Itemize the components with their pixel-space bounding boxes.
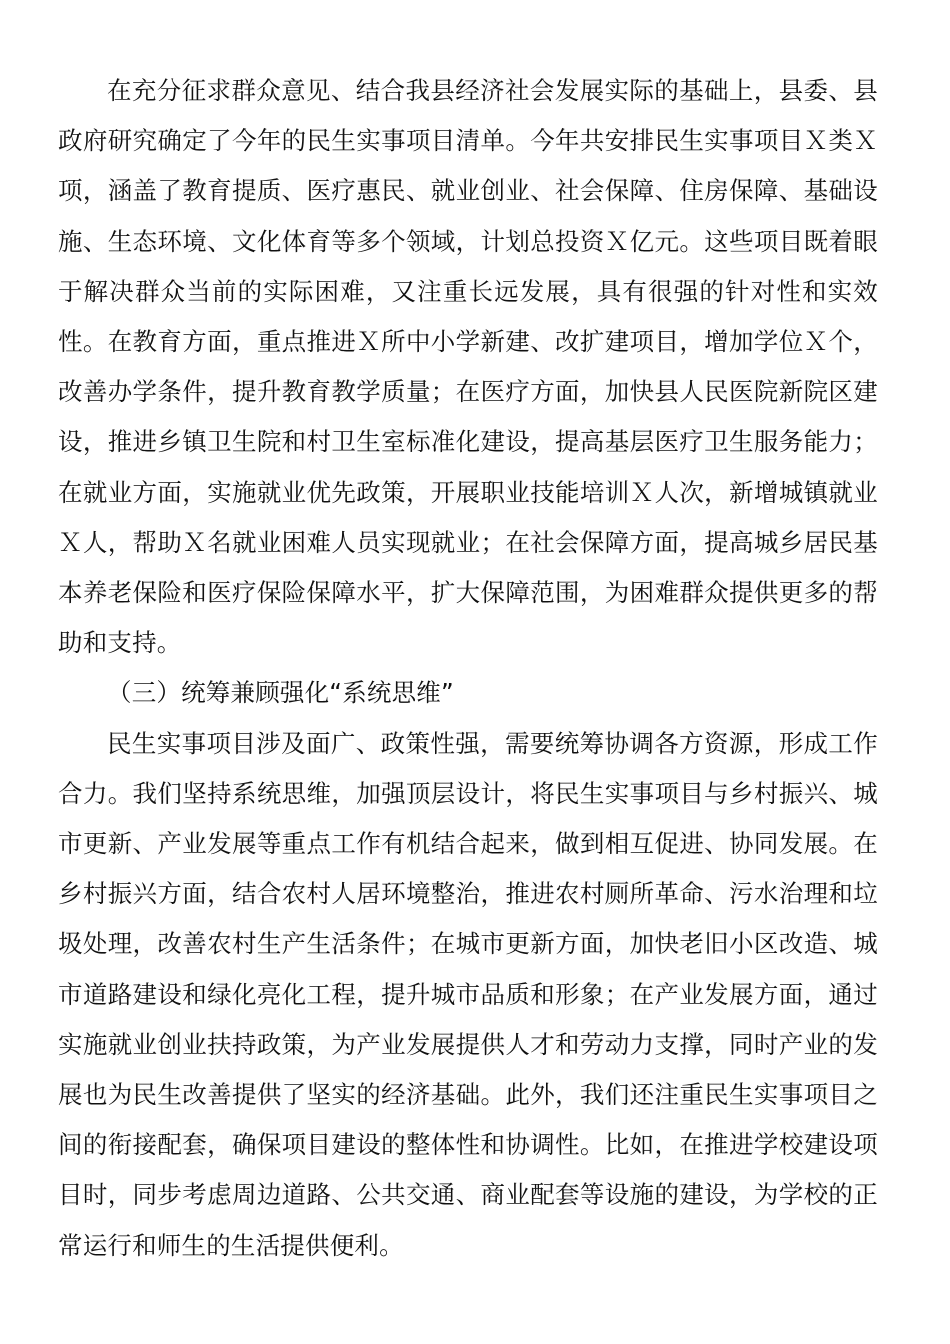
paragraph-system-thinking: 民生实事项目涉及面广、政策性强，需要统筹协调各方资源，形成工作合力。我们坚持系统思维，加强顶层设计，将民生实事项目与乡村振兴、城市更新、产业发展等重点工作有机结合起来，做到相互促进、协同发展。在乡村振兴方面，结合农村人居环境整治，推进农村厕所革命、污水治理和垃圾处理，改善农村生产生活条件；在城市更新方面，加快老旧小区改造、城市道路建设和绿化亮化工程，提升城市品质和形象；在产业发展方面，通过实施就业创业扶持政策，为产业发展提供人才和劳动力支撑，同时产业的发展也为民生改善提供了坚实的经济基础。此外，我们还注重民生实事项目之间的衔接配套，确保项目建设的整体性和协调性。比如，在推进学校建设项目时，同步考虑周边道路、公共交通、商业配套等设施的建设，为学校的正常运行和师生的生活提供便利。 bbox=[58, 728, 878, 1260]
document-page bbox=[58, 66, 878, 1271]
section-heading: （三）统筹兼顾强化“系统思维” bbox=[107, 678, 454, 708]
paragraph-livelihood-projects: 在充分征求群众意见、结合我县经济社会发展实际的基础上，县委、县政府研究确定了今年的民生实事项目清单。今年共安排民生实事项目Ｘ类Ｘ项，涵盖了教育提质、医疗惠民、就业创业、社会保障、住房保障、基础设施、生态环境、文化体育等多个领域，计划总投资Ｘ亿元。这些项目既着眼于解决群众当前的实际困难，又注重长远发展，具有很强的针对性和实效性。在教育方面，重点推进Ｘ所中小学新建、改扩建项目，增加学位Ｘ个，改善办学条件，提升教育教学质量；在医疗方面，加快县人民医院新院区建设，推进乡镇卫生院和村卫生室标准化建设，提高基层医疗卫生服务能力；在就业方面，实施就业优先政策，开展职业技能培训Ｘ人次，新增城镇就业Ｘ人，帮助Ｘ名就业困难人员实现就业；在社会保障方面，提高城乡居民基本养老保险和医疗保险保障水平，扩大保障范围，为困难群众提供更多的帮助和支持。 bbox=[58, 76, 878, 658]
